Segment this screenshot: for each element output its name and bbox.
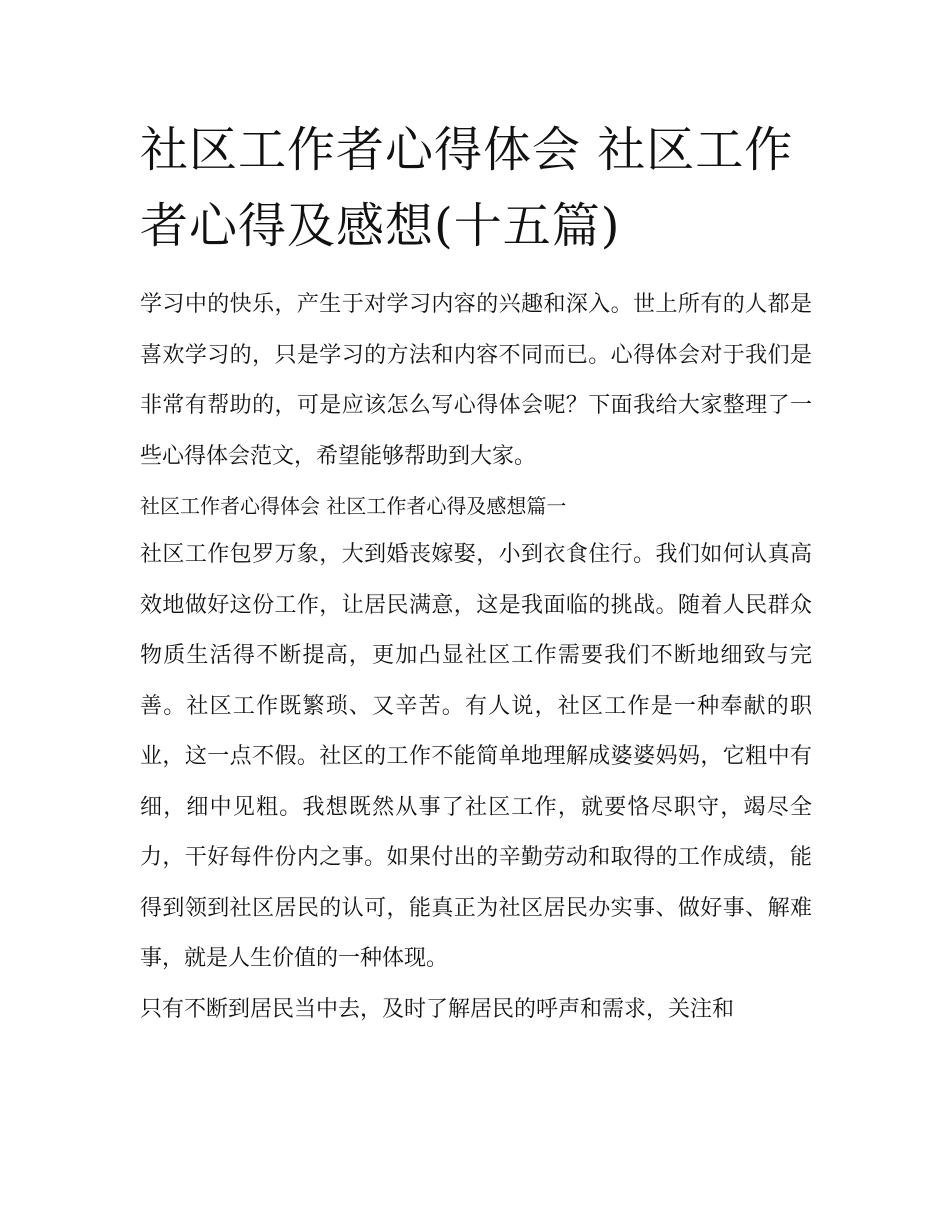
body-paragraph-1: 社区工作包罗万象，大到婚丧嫁娶，小到衣食住行。我们如何认真高效地做好这份工作，让居民满意，这是我面临的挑战。随着人民群众物质生活得不断提高，更加凸显社区工作需要我们不断地细致与完善。社区工作既繁琐、又辛苦。有人说，社区工作是一种奉献的职业，这一点不假。社区的工作不能简单地理解成婆婆妈妈，它粗中有细，细中见粗。我想既然从事了社区工作，就要恪尽职守，竭尽全力，干好每件份内之事。如果付出的辛勤劳动和取得的工作成绩，能得到领到社区居民的认可，能真正为社区居民办实事、做好事、解难事，就是人生价值的一种体现。	[140, 542, 812, 971]
section-heading: 社区工作者心得体会 社区工作者心得及感想篇一	[140, 494, 567, 518]
intro-paragraph: 学习中的快乐，产生于对学习内容的兴趣和深入。世上所有的人都是喜欢学习的，只是学习的方法和内容不同而已。心得体会对于我们是非常有帮助的，可是应该怎么写心得体会呢？下面我给大家整理了一些心得体会范文，希望能够帮助到大家。	[140, 292, 812, 469]
body-paragraph-2: 只有不断到居民当中去，及时了解居民的呼声和需求，关注和	[140, 996, 735, 1022]
document-page	[140, 112, 812, 1035]
document-title: 社区工作者心得体会 社区工作者心得及感想(十五篇)	[140, 122, 794, 254]
